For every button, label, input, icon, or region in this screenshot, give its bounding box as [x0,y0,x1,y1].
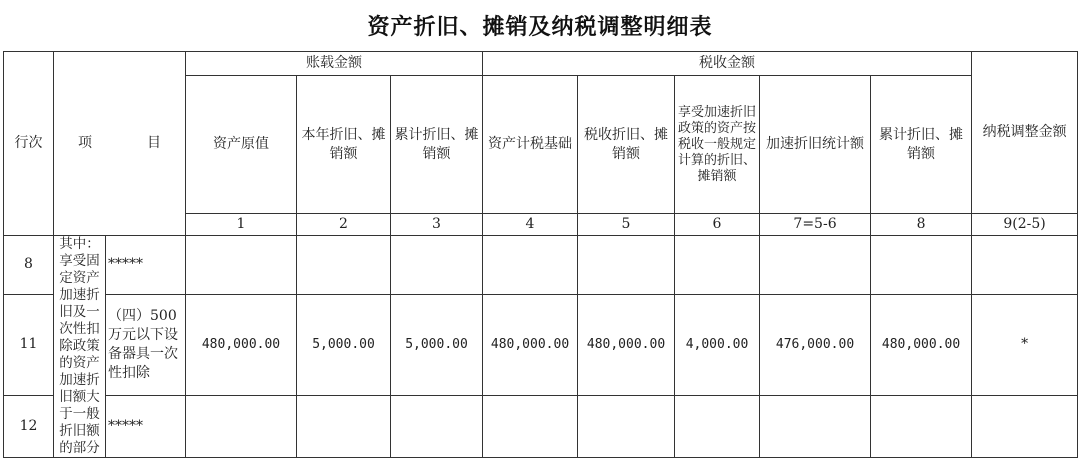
col-number-7: 7=5-6 [760,214,871,236]
cell-value [297,236,391,295]
cell-value [186,236,297,295]
table-row [4,294,1078,396]
col-number-9: 9(2-5) [972,214,1078,236]
col-header-accumulated-depreciation: 累计折旧、摊销额 [391,76,483,214]
table-row [4,236,1078,295]
col-number-4: 4 [483,214,578,236]
cell-value [391,396,483,458]
cell-value [578,236,675,295]
col-header-accelerated-stat: 加速折旧统计额 [760,76,871,214]
row-item: ***** [106,236,186,295]
cell-value: 480,000.00 [578,294,675,396]
cell-value: 5,000.00 [297,294,391,396]
cell-value [186,396,297,458]
tax-adjust-header: 纳税调整金额 [972,52,1078,214]
cell-value [972,396,1078,458]
page-title: 资产折旧、摊销及纳税调整明细表 [367,13,713,40]
cell-value [391,236,483,295]
row-number-header: 行次 [4,52,54,236]
row-number: 8 [4,236,54,295]
cell-value [483,236,578,295]
cell-value [297,396,391,458]
col-number-8: 8 [871,214,972,236]
cell-value [871,396,972,458]
cell-value: 4,000.00 [675,294,760,396]
cell-value: 480,000.00 [483,294,578,396]
row-number: 11 [4,294,54,396]
col-header-current-depreciation: 本年折旧、摊销额 [297,76,391,214]
cell-value: 5,000.00 [391,294,483,396]
cell-value [578,396,675,458]
cell-value [675,396,760,458]
col-header-original-value: 资产原值 [186,76,297,214]
side-category-label: 其中：享受固定资产加速折旧及一次性扣除政策的资产加速折旧额大于一般折旧额的部分 [54,236,106,458]
cell-value: 480,000.00 [186,294,297,396]
cell-value: 480,000.00 [871,294,972,396]
col-header-tax-basis: 资产计税基础 [483,76,578,214]
tax-amount-group-header: 税收金额 [483,52,972,76]
col-number-2: 2 [297,214,391,236]
cell-value [760,236,871,295]
cell-value: 476,000.00 [760,294,871,396]
item-header: 项 目 [54,52,186,236]
col-number-1: 1 [186,214,297,236]
col-number-3: 3 [391,214,483,236]
col-number-6: 6 [675,214,760,236]
depreciation-table [3,51,1078,458]
col-header-tax-depreciation: 税收折旧、摊销额 [578,76,675,214]
cell-value: * [972,294,1078,396]
col-number-5: 5 [578,214,675,236]
cell-value [675,236,760,295]
cell-value [871,236,972,295]
cell-value [760,396,871,458]
col-header-general-depreciation: 享受加速折旧政策的资产按税收一般规定计算的折旧、摊销额 [675,76,760,214]
col-header-tax-accumulated: 累计折旧、摊销额 [871,76,972,214]
book-amount-group-header: 账载金额 [186,52,483,76]
table-row [4,396,1078,458]
cell-value [483,396,578,458]
row-item: （四）500万元以下设备器具一次性扣除 [106,294,186,396]
cell-value [972,236,1078,295]
row-item: ***** [106,396,186,458]
row-number: 12 [4,396,54,458]
